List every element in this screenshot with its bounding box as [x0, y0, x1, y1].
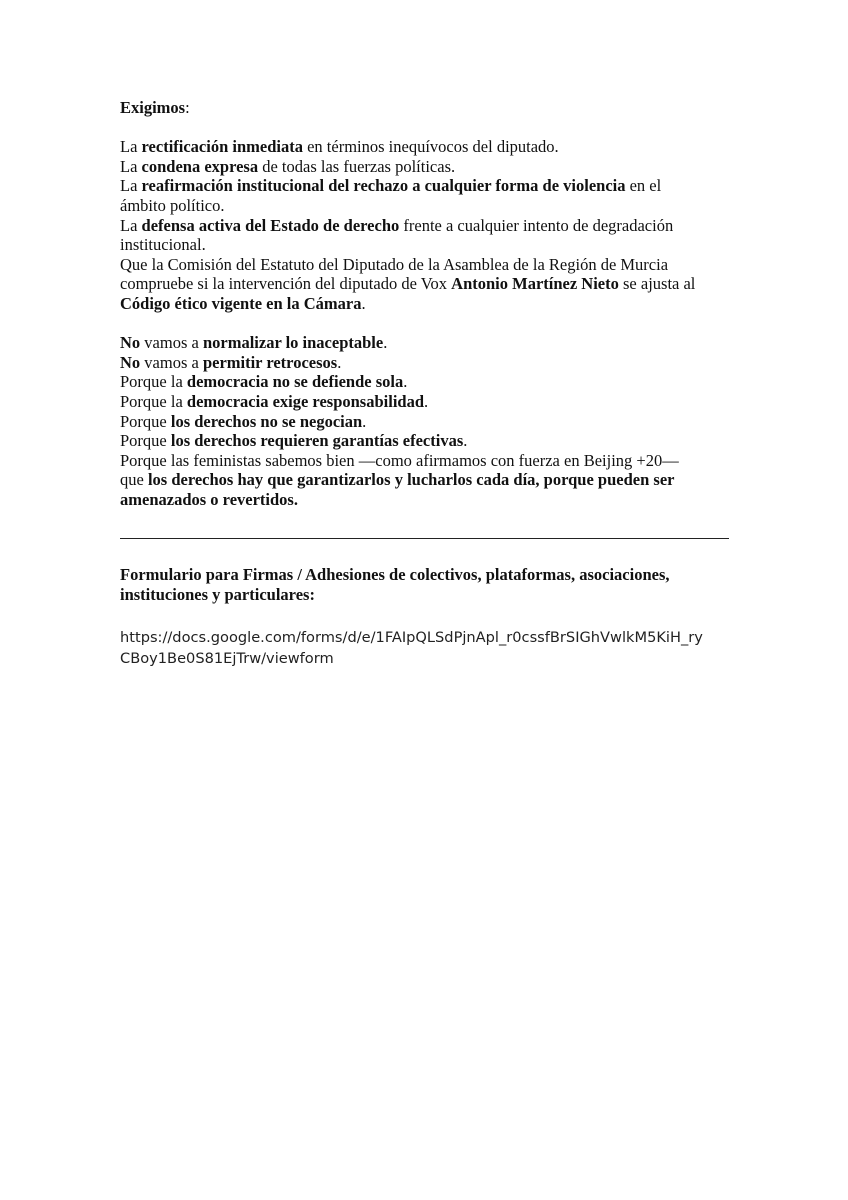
demand-5: Que la Comisión del Estatuto del Diputado de la Asamblea de la Región de Murcia: [120, 254, 669, 274]
form-url-link[interactable]: [120, 627, 732, 669]
heading-bold: Exigimos: [120, 98, 186, 117]
horizontal-divider: [120, 538, 729, 539]
form-title-line-1: Formulario para Firmas / Adhesiones de colectivos, plataformas, asociaciones,: [120, 565, 670, 585]
statement-4: Porque la democracia exige responsabilidad.: [120, 391, 429, 411]
document-page: [120, 98, 732, 669]
heading-colon: :: [185, 98, 190, 117]
heading-exigimos: [120, 98, 732, 118]
demand-4-cont: institucional.: [120, 235, 206, 255]
demand-2: La condena expresa de todas las fuerzas políticas.: [120, 156, 456, 176]
form-url-line-1: https://docs.google.com/forms/d/e/1FAIpQLSdPjnApl_r0cssfBrSIGhVwlkM5KiH_ry: [120, 628, 703, 646]
statement-7: Porque las feministas sabemos bien —como afirmamos con fuerza en Beijing +20—: [120, 450, 679, 470]
statement-8: que los derechos hay que garantizarlos y lucharlos cada día, porque pueden ser: [120, 470, 675, 490]
demand-4: La defensa activa del Estado de derecho frente a cualquier intento de degradación: [120, 215, 674, 235]
demand-5-cont: compruebe si la intervención del diputado de Vox Antonio Martínez Nieto se ajusta al: [120, 274, 696, 294]
form-url-line-2: CBoy1Be0S81EjTrw/viewform: [120, 649, 334, 667]
demands-list: [120, 137, 732, 313]
statement-6: Porque los derechos requieren garantías efectivas.: [120, 431, 468, 451]
statement-9: amenazados o revertidos.: [120, 489, 298, 509]
demand-5-end: Código ético vigente en la Cámara.: [120, 293, 366, 313]
statement-3: Porque la democracia no se defiende sola.: [120, 372, 408, 392]
demand-1: La rectificación inmediata en términos inequívocos del diputado.: [120, 137, 559, 157]
statement-5: Porque los derechos no se negocian.: [120, 411, 367, 431]
form-title: [120, 565, 732, 604]
form-title-line-2: instituciones y particulares:: [120, 585, 315, 605]
statement-1: No vamos a normalizar lo inaceptable.: [120, 333, 388, 353]
demand-3-cont: ámbito político.: [120, 195, 225, 215]
statements-list: [120, 333, 732, 509]
statement-2: No vamos a permitir retrocesos.: [120, 352, 342, 372]
demand-3: La reafirmación institucional del rechazo a cualquier forma de violencia en el: [120, 176, 662, 196]
